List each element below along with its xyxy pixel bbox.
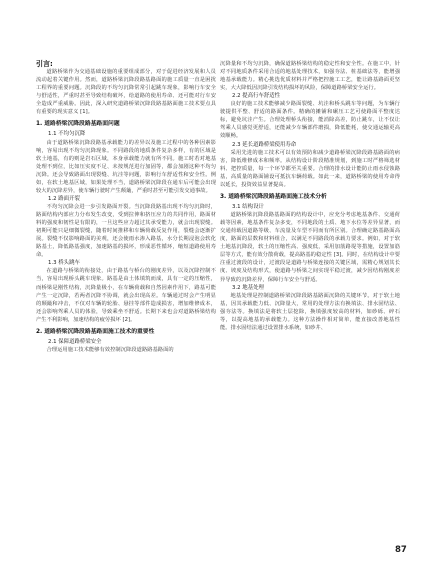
intro-paragraph: 道路桥梁作为交通基础设施的重要组成部分，对于促进经济发展和人员流动起着关键作用。然而，道路桥梁沉降段路基路面的施工质量一直是困扰工程界的重要问题。沉降段的不均匀沉降常常引起跳车现象，影响行车安全与舒适性，严重时甚至导致结构破坏，给道路的使用寿命、还可能对行车安全造成严重威胁。因此，深入研究道路桥梁沉降段路基路面施工技术要点具有重要的现实意义 [1]。	[36, 69, 216, 116]
right-subsection-heading: 3.2 地基处理	[232, 284, 264, 291]
left-column	[36, 68, 216, 354]
left-paragraph: 由于道路桥梁沉降段路基承载能力的差异以及施工过程中的各种因素影响，容易出现不均匀沉降现象。不同路段的地质条件复杂多样，有的区域是软土地基，有的则是岩石区域，本身承载能力就有所不同。施工时若对地基处理不到位，比如压实度不足、未按规范进行加固等，都会加剧这种不均匀沉降。还会导致路面出现裂缝、坑洼等问题，影响行车舒适性和安全性。例如，在软土地基区域，如果处理不当，道路桥梁沉降段在通车后可能会出现较大的沉降差异，使车辆行驶时产生颠簸，严重时甚至可能引发交通事故。	[36, 139, 216, 194]
right-paragraph: 道路桥梁沉降段路基路面的结构设计中，应充分考虑地基条件、交通荷载等因素，地基条件复杂多变，不同地段的土质、地下水位等差异显著，而交通荷载因道路等级、车流量及车型不同而有所区别。合理确定路基路面高度，路面的层数和材料组合，以满足不同路段的承载力要求。例如，对于软土地基沉降段，软土的压缩性高、强度低，采用加筋路堤等措施，设置加筋层等方式，能有效分散荷载，提高路基的稳定性 [3]。同时，在结构设计中要注重过渡段的设计，过渡段是道路与桥梁连接的关键区域，需精心规划其长度、坡度及结构形式，使道路与桥梁之间实现平稳过渡，减少因结构刚度差异导致的沉降差异，保障行车安全与舒适。	[220, 212, 400, 283]
left-subsection-heading: 1.3 桥头跳车	[48, 260, 80, 267]
right-paragraph: 沉降量和不均匀沉降，确保道路桥梁结构的稳定性和安全性。在施工中，针对不同地质条件采用合适的地基处理技术，如强夯法、桩基础法等，能增强地基承载能力。精心挑选优质材料并严格把控施工工艺，能让路基路面更坚实，大大降低因沉降引发结构损坏的风险，保障道路桥梁安全运行。	[220, 61, 400, 92]
right-column	[220, 60, 400, 332]
right-subsection-heading: 2.2 提高行车舒适性	[232, 93, 281, 100]
left-paragraph: 在道路与桥梁的衔接处，由于路基与桥台的刚度差异，以及沉降控制不当，容易出现桥头跳车现象。路基是由土体填筑而成，具有一定的压缩性，而桥梁是刚性结构，沉降量极小，在车辆荷载和自然因素作用下，路基可能产生一定沉降，若两者沉降不协调，就会出现高差。车辆通过时会产生明显的颠簸和冲击，不仅对车辆的轮胎、悬挂等部件造成损害，增加维修成本，还会影响驾乘人员的体验，导致乘坐不舒适。长期下来也会对道路桥梁结构产生不利影响，加速结构的疲劳损坏 [2]。	[36, 268, 216, 323]
right-section-heading: 3. 道路桥梁沉降段路基路面施工技术分析	[220, 193, 327, 200]
left-section-heading: 2. 道路桥梁沉降段路基路面施工技术的重要性	[36, 328, 155, 335]
left-subsection-heading: 1.2 路面开裂	[48, 195, 80, 202]
right-subsection-heading: 2.3 延长道路桥梁使用寿命	[232, 141, 297, 148]
right-subsection-heading: 3.1 结构设计	[232, 204, 264, 211]
right-paragraph: 采用先进的施工技术可以有效预防和减少道路桥梁沉降段路基路面的病害，降低维修成本和频率。从结构设计阶段精准规划，到施工时严格筛选材料、把控质量，每一个环节都至关重要。合理的排水设计能防止雨水侵蚀路基，高质量的路面铺设可抵抗车辆荷载。如此一来，道路桥梁的使用寿命得以延长，投资效益显著提高。	[220, 149, 400, 188]
left-paragraph: 不均匀沉降会进一步引发路面开裂。当沉降段路基出现不均匀沉降时，路面结构内部应力分布发生改变，受到拉伸和挤压应力的共同作用，路面材料的强度和韧性是有限的，一旦这些应力超过其承受能力，就会出现裂缝。初期可能只是细微裂缝，随着时间推移和车辆荷载反复作用，裂缝会逐渐扩展。裂缝不仅影响路面的美观，还会使雨水渗入路基，水分长期浸泡会软化路基土，降低路基强度，加速路基的损坏，形成恶性循环，缩短道路使用寿命。	[36, 204, 216, 259]
page-number: 87	[395, 545, 407, 555]
left-paragraph: 合理运用施工技术能够有效控制沉降段道路路基路面的	[46, 347, 174, 354]
right-paragraph: 良好的施工技术能够减少路面裂缝、坑洼和桥头跳车等问题，为车辆行驶提供平整、舒适的路面条件。精确的摊铺和碾压工艺可使路面平整度达标，避免坑洼产生。合理处理桥头衔接，能消除高差，防止跳车，让不仅让驾乘人员感觉更舒适，还能减少车辆部件磨损，降低能耗，使交通运输更高效顺畅。	[220, 101, 400, 140]
left-subsection-heading: 2.1 保障道路桥梁安全	[48, 338, 102, 345]
left-section-heading: 1. 道路桥梁沉降段路基路面问题	[36, 121, 120, 128]
intro-heading: 引言:	[36, 60, 53, 68]
left-subsection-heading: 1.1 不均匀沉降	[48, 131, 86, 138]
right-paragraph: 地基处理是控制道路桥梁沉降段路基路面沉降的关键环节。对于软土地基，因其承载能力低、沉降量大，常用的处理方法有换填法、排水固结法、强夯法等。换填法是将软土层挖除，换填强度较高的材料，如砂砾、碎石等，以提高地基的承载能力。这种方法操作相对简单，能直接改善地基性能。排水固结法通过设置排水系统，如砂井、	[220, 292, 400, 331]
